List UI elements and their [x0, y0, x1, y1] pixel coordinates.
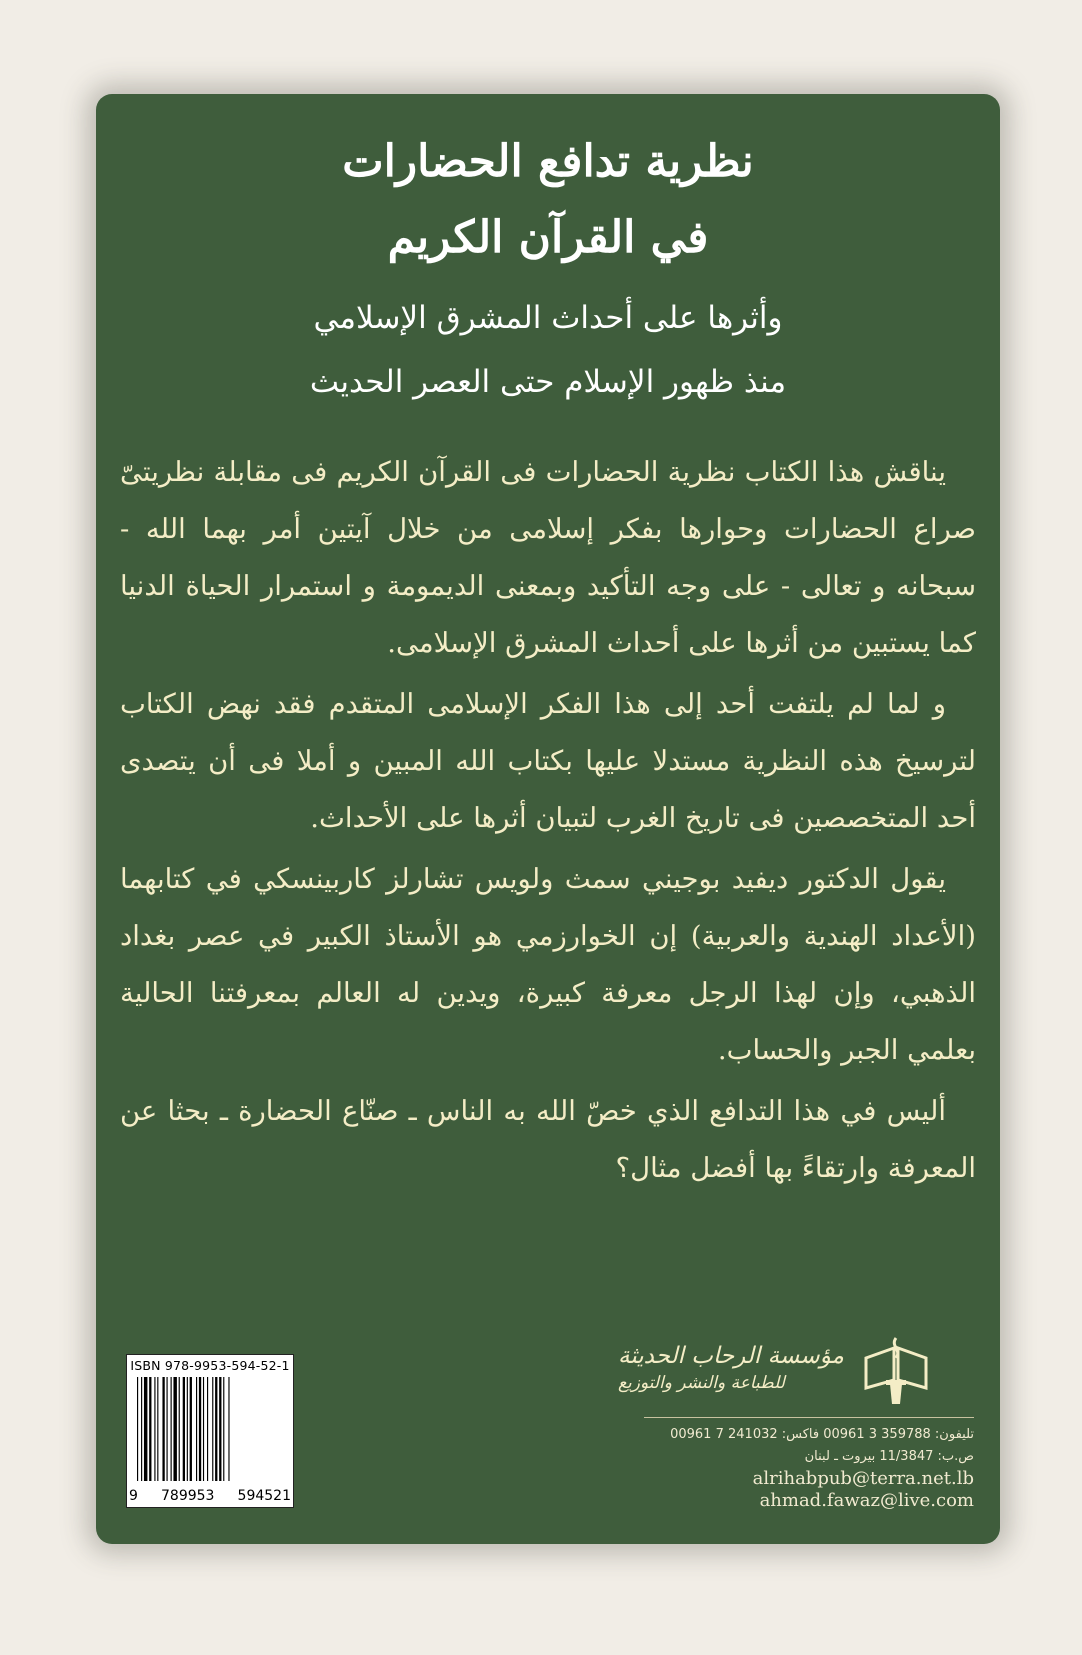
blurb-paragraph-4: أليس في هذا التدافع الذي خصّ الله به الناس ـ صنّاع الحضارة ـ بحثا عن المعرفة وارتقاءً بها أفضل مثال؟ [120, 1095, 976, 1184]
barcode-bar [228, 1377, 229, 1481]
blurb [120, 444, 976, 1201]
email-2[interactable]: ahmad.fawaz@live.com [759, 1490, 974, 1511]
book-title-line2: في القرآن الكريم [387, 212, 709, 263]
barcode-bar [173, 1377, 176, 1481]
barcode-bar [179, 1377, 180, 1481]
blurb-paragraph-2: و لما لم يلتفت أحد إلى هذا الفكر الإسلامى المتقدم فقد نهض الكتاب لترسيخ هذه النظرية مستدلا عليها بكتاب الله المبين و أملا فى أن يتصدى أحد المتخصصين فى تاريخ الغرب لتبيان أثرها على الأحداث. [120, 688, 976, 834]
email-1[interactable]: alrihabpub@terra.net.lb [752, 1468, 974, 1489]
barcode-bar [219, 1377, 221, 1481]
barcode-bar [212, 1377, 213, 1481]
barcode-bar [215, 1377, 217, 1481]
publisher-logo-icon [856, 1328, 936, 1408]
barcode-bar [183, 1377, 185, 1481]
barcode-bar [171, 1377, 172, 1481]
barcode-bar [199, 1377, 201, 1481]
barcode-bar [207, 1377, 208, 1481]
isbn-barcode [126, 1354, 294, 1508]
blurb-paragraph-3: يقول الدكتور ديفيد بوجيني سمث ولويس تشارلز كاربينسكي في كتابهما (الأعداد الهندية والعربية) إن الخوارزمي هو الأستاذ الكبير في عصر بغداد الذهبي، وإن لهذا الرجل معرفة كبيرة، ويدين له العالم بمعرفتنا الحالية بعلمي الجبر والحساب. [120, 863, 976, 1066]
publisher-name-block [618, 1343, 844, 1393]
publisher-tagline: للطباعة والنشر والتوزيع [618, 1373, 785, 1393]
barcode-digit-first: 9 [129, 1488, 138, 1504]
postal-address: ص.ب: 11/3847 بيروت ـ لبنان [804, 1449, 974, 1464]
barcode-digits-left: 789953 [161, 1488, 215, 1504]
barcode-bar [190, 1377, 192, 1481]
barcode-bar [144, 1377, 147, 1481]
book-subtitle-line2: منذ ظهور الإسلام حتى العصر الحديث [309, 364, 787, 400]
barcode-bar [223, 1377, 224, 1481]
contact-block [614, 1424, 974, 1512]
barcode-bar [187, 1377, 188, 1481]
barcode-bar [196, 1377, 197, 1481]
book-subtitle: وأثرها على أحداث المشرق الإسلامي [313, 300, 783, 336]
barcode-bar [203, 1377, 204, 1481]
barcode-bar [157, 1377, 158, 1481]
barcode-bar [137, 1377, 138, 1481]
barcode-bar [149, 1377, 151, 1481]
barcode-bar [162, 1377, 164, 1481]
barcode-digits-right: 594521 [237, 1488, 291, 1504]
barcode-bar [167, 1377, 168, 1481]
blurb-paragraph-1: يناقش هذا الكتاب نظرية الحضارات فى القرآن الكريم فى مقابلة نظريتىّ صراع الحضارات وحوارها بفكر إسلامى من خلال آيتين أمر بهما الله - سبحانه و تعالى - على وجه التأكيد وبمعنى الديمومة و استمرار الحياة الدنيا كما يستبين من أثرها على أحداث المشرق الإسلامى. [120, 456, 976, 659]
publisher-name: مؤسسة الرحاب الحديثة [618, 1343, 844, 1369]
barcode-bars [137, 1377, 283, 1481]
phone-fax: تليفون: 359788 3 00961 فاكس: 241032 7 00961 [670, 1427, 974, 1442]
back-cover-panel [96, 94, 1000, 1544]
barcode-digits [129, 1488, 291, 1504]
barcode-bar [141, 1377, 142, 1481]
isbn-number: ISBN 978-9953-594-52-1 [130, 1358, 290, 1373]
book-title: نظرية تدافع الحضارات [342, 136, 754, 187]
publisher-block [618, 1326, 974, 1410]
barcode-bar [154, 1377, 155, 1481]
divider [644, 1417, 974, 1418]
